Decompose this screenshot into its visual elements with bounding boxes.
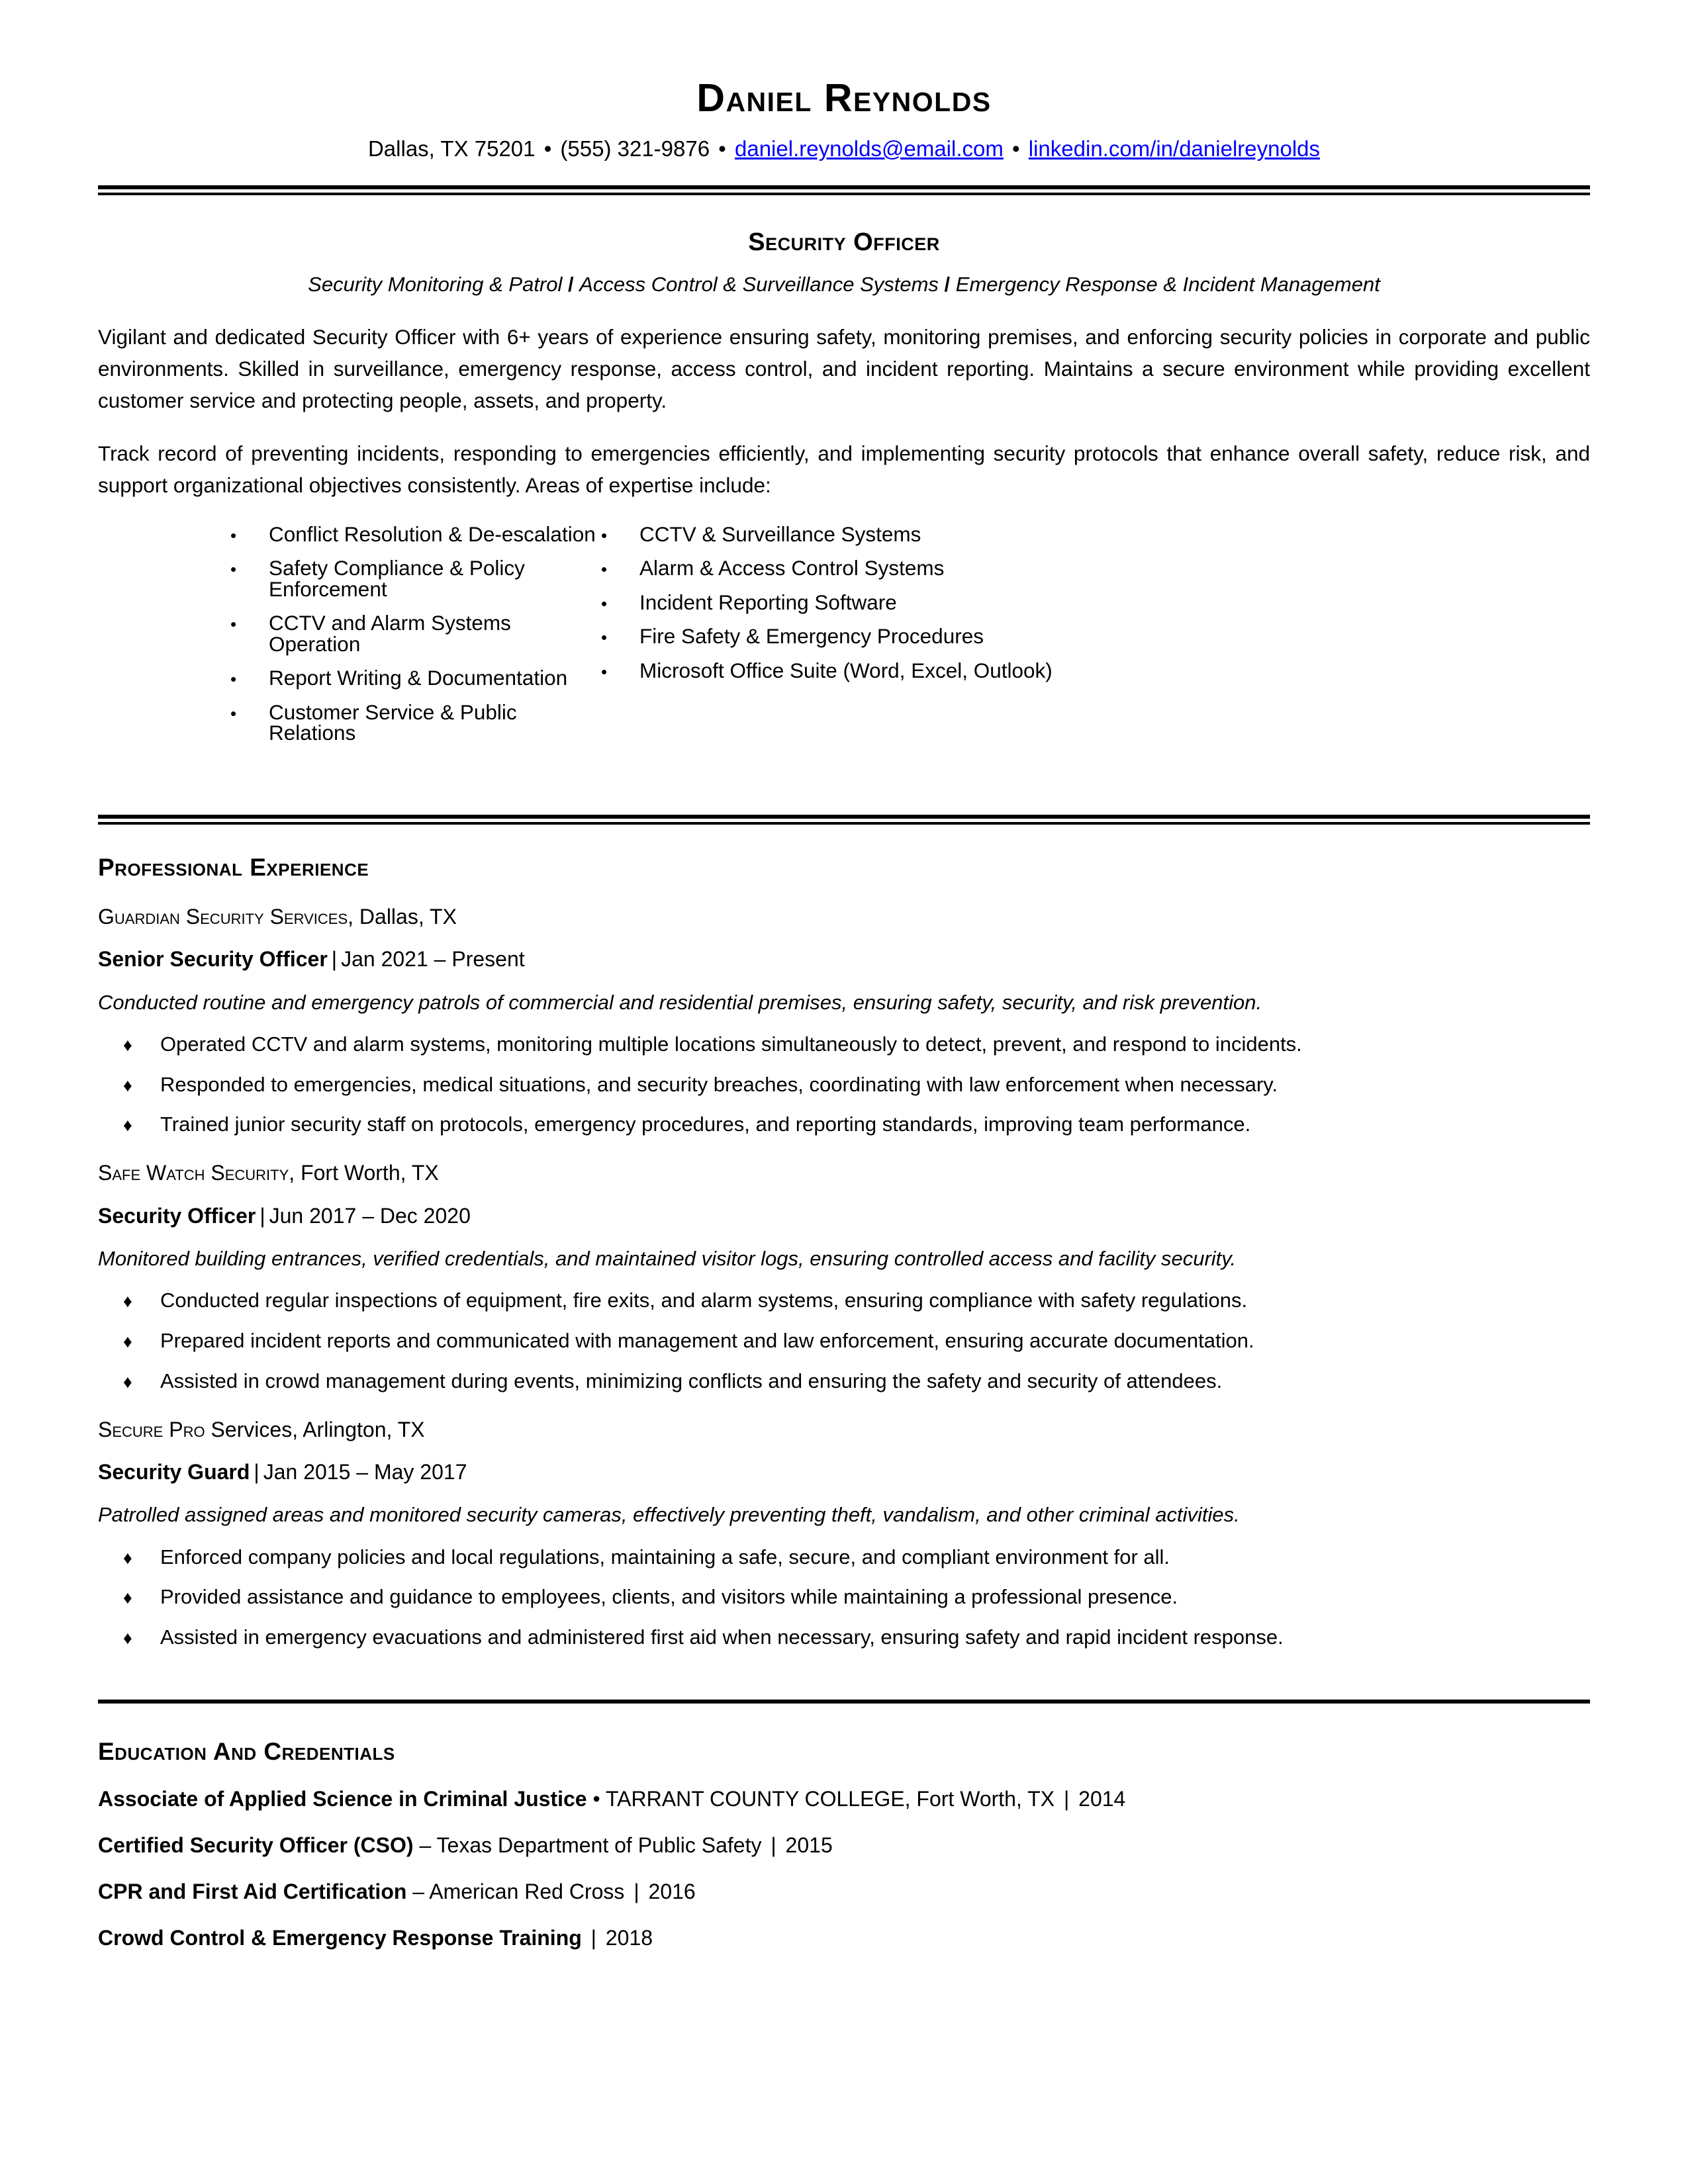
candidate-name: Daniel Reynolds <box>696 76 992 120</box>
experience-section-heading: Professional Experience <box>98 853 369 881</box>
bullet-diamond-icon: ♦ <box>123 1332 132 1352</box>
job-bullet-item <box>98 1584 1590 1610</box>
skill-label: Conflict Resolution & De-escalation <box>269 522 596 546</box>
bullet-dot-icon: • <box>601 661 608 682</box>
education-list <box>98 1786 1590 1951</box>
spacer <box>98 1665 1590 1700</box>
employer-location: Services, Arlington, TX <box>205 1417 425 1441</box>
skill-label: Customer Service & Public Relations <box>269 700 517 745</box>
education-credential: CPR and First Aid Certification <box>98 1879 407 1903</box>
role-date-separator: | <box>254 1459 259 1484</box>
job-bullet-text: Responded to emergencies, medical situations, and security breaches, coordinating with law enforcement when necessary. <box>160 1072 1278 1096</box>
job-bullet-list <box>98 1545 1590 1651</box>
job-bullet-list <box>98 1288 1590 1394</box>
target-job-title: Security Officer <box>748 228 940 257</box>
contact-location: Dallas, TX 75201 <box>367 136 536 161</box>
summary-paragraph-2: Track record of preventing incidents, responding to emergencies efficiently, and implementing security protocols that enhance overall safety, reduce risk, and support organizational objectives consistently. Areas of expertise include: <box>98 441 1590 497</box>
education-credential: Crowd Control & Emergency Response Training <box>98 1925 582 1950</box>
employer-name-smallcaps: Safe Watch Security <box>98 1161 289 1185</box>
education-entry <box>98 1878 1590 1905</box>
experience-divider <box>98 815 1590 825</box>
employer-name <box>98 1417 1590 1442</box>
employer-location: , Dallas, TX <box>348 904 457 929</box>
education-year-separator: | <box>1058 1786 1076 1811</box>
education-year: 2016 <box>648 1879 696 1903</box>
education-entry <box>98 1925 1590 1951</box>
resume-header <box>98 78 1590 162</box>
skill-label: Report Writing & Documentation <box>269 666 568 690</box>
job-bullet-text: Provided assistance and guidance to employees, clients, and visitors while maintaining a professional presence. <box>160 1585 1178 1609</box>
divider-thin-bar <box>98 193 1590 195</box>
bullet-diamond-icon: ♦ <box>123 1115 132 1136</box>
skill-label: Microsoft Office Suite (Word, Excel, Outlook) <box>639 658 1053 682</box>
tagline-part: Access Control & Surveillance Systems <box>579 273 939 296</box>
job-role-title: Security Guard <box>98 1459 250 1484</box>
contact-email-link[interactable]: daniel.reynolds@email.com <box>735 136 1004 161</box>
bullet-dot-icon: • <box>230 525 237 545</box>
contact-separator-2: • <box>718 136 726 161</box>
education-institution: – Texas Department of Public Safety <box>413 1833 762 1857</box>
bullet-dot-icon: • <box>230 703 237 723</box>
employer-name <box>98 1160 1590 1185</box>
bullet-diamond-icon: ♦ <box>123 1588 132 1608</box>
bullet-diamond-icon: ♦ <box>123 1628 132 1649</box>
job-bullet-list <box>98 1032 1590 1138</box>
contact-linkedin-link[interactable]: linkedin.com/in/danielreynolds <box>1028 136 1321 161</box>
experience-entry <box>98 904 1590 1138</box>
job-role-line <box>98 1203 1590 1228</box>
divider-thin-bar <box>98 822 1590 825</box>
role-date-separator: | <box>259 1203 265 1228</box>
contact-line <box>98 135 1590 162</box>
bullet-diamond-icon: ♦ <box>123 1547 132 1568</box>
education-entry <box>98 1832 1590 1858</box>
skill-item <box>230 613 601 655</box>
tagline-separator: / <box>938 273 956 296</box>
education-year-separator: | <box>765 1833 782 1857</box>
job-bullet-text: Conducted regular inspections of equipment, fire exits, and alarm systems, ensuring compliance with safety regulations. <box>160 1289 1248 1312</box>
bullet-diamond-icon: ♦ <box>123 1034 132 1055</box>
job-dates: Jan 2015 – May 2017 <box>263 1459 467 1484</box>
bullet-dot-icon: • <box>230 669 237 690</box>
education-year: 2014 <box>1078 1786 1126 1811</box>
skill-label: CCTV and Alarm Systems Operation <box>269 611 511 656</box>
tagline-part: Emergency Response & Incident Management <box>955 273 1380 296</box>
role-date-separator: | <box>331 947 338 972</box>
job-description: Monitored building entrances, verified credentials, and maintained visitor logs, ensuring controlled access and facility security. <box>98 1246 1237 1270</box>
job-description: Conducted routine and emergency patrols of commercial and residential premises, ensuring safety, security, and risk prevention. <box>98 990 1262 1014</box>
education-year-separator: | <box>585 1925 602 1950</box>
bullet-dot-icon: • <box>230 559 237 580</box>
skill-item <box>230 668 601 689</box>
job-dates: Jun 2017 – Dec 2020 <box>269 1203 471 1228</box>
bullet-diamond-icon: ♦ <box>123 1075 132 1095</box>
job-bullet-item <box>98 1288 1590 1314</box>
skill-item <box>601 558 1104 579</box>
job-bullet-text: Operated CCTV and alarm systems, monitoring multiple locations simultaneously to detect, prevent, and respond to incidents. <box>160 1032 1302 1056</box>
contact-separator-3: • <box>1012 136 1020 161</box>
education-credential: Associate of Applied Science in Criminal Justice <box>98 1786 587 1811</box>
skill-label: Alarm & Access Control Systems <box>639 556 945 580</box>
job-role-title: Senior Security Officer <box>98 947 328 972</box>
skill-item <box>230 558 601 600</box>
job-bullet-item <box>98 1625 1590 1651</box>
tagline-part: Security Monitoring & Patrol <box>308 273 563 296</box>
bullet-dot-icon: • <box>230 614 237 635</box>
education-institution: • TARRANT COUNTY COLLEGE, Fort Worth, TX <box>586 1786 1055 1811</box>
skill-item <box>601 660 1104 682</box>
education-year-separator: | <box>628 1879 645 1903</box>
skill-label: CCTV & Surveillance Systems <box>639 522 921 546</box>
job-role-title: Security Officer <box>98 1203 256 1228</box>
education-divider <box>98 1700 1590 1704</box>
job-description: Patrolled assigned areas and monitored security cameras, effectively preventing theft, vandalism, and other criminal activities. <box>98 1503 1240 1527</box>
job-bullet-text: Enforced company policies and local regulations, maintaining a safe, secure, and compliant environment for all. <box>160 1545 1170 1569</box>
summary-paragraph-1: Vigilant and dedicated Security Officer with 6+ years of experience ensuring safety, monitoring premises, and enforcing security policies in corporate and public environments. Skilled in surveillance, emergency response, access control, and incident reporting. Maintains a secure environment while providing excellent customer service and protecting people, assets, and property. <box>98 325 1590 413</box>
skill-item <box>601 524 1104 545</box>
education-section <box>98 1738 1590 1951</box>
education-year: 2018 <box>605 1925 653 1950</box>
skills-column-right <box>601 524 1104 757</box>
education-section-heading: Education And Credentials <box>98 1737 395 1765</box>
job-role-line <box>98 946 1590 972</box>
job-bullet-item <box>98 1072 1590 1098</box>
skill-item <box>230 702 601 744</box>
experience-list <box>98 904 1590 1651</box>
job-dates: Jan 2021 – Present <box>341 947 525 972</box>
job-bullet-text: Trained junior security staff on protocols, emergency procedures, and reporting standards, improving team performance. <box>160 1113 1251 1136</box>
bullet-diamond-icon: ♦ <box>123 1371 132 1392</box>
areas-of-expertise <box>98 524 1590 757</box>
job-role-line <box>98 1459 1590 1484</box>
bullet-dot-icon: • <box>601 627 608 648</box>
contact-separator-1: • <box>543 136 552 161</box>
contact-phone: (555) 321-9876 <box>560 136 710 161</box>
tagline-separator: / <box>562 273 580 296</box>
bullet-dot-icon: • <box>601 593 608 614</box>
education-credential: Certified Security Officer (CSO) <box>98 1833 414 1857</box>
job-bullet-item <box>98 1032 1590 1058</box>
job-bullet-text: Prepared incident reports and communicated with management and law enforcement, ensuring accurate documentation. <box>160 1329 1254 1353</box>
experience-entry <box>98 1417 1590 1651</box>
job-bullet-text: Assisted in emergency evacuations and administered first aid when necessary, ensuring safety and rapid incident response. <box>160 1625 1284 1649</box>
employer-name <box>98 904 1590 929</box>
skill-label: Incident Reporting Software <box>639 590 897 614</box>
spacer <box>98 757 1590 792</box>
specialty-tagline <box>98 271 1590 298</box>
header-divider <box>98 185 1590 195</box>
skill-label: Safety Compliance & Policy Enforcement <box>269 556 525 601</box>
skill-item <box>601 626 1104 647</box>
skill-item <box>601 592 1104 614</box>
job-bullet-text: Assisted in crowd management during events, minimizing conflicts and ensuring the safety and security of attendees. <box>160 1369 1223 1392</box>
bullet-diamond-icon: ♦ <box>123 1291 132 1312</box>
employer-location: , Fort Worth, TX <box>289 1161 439 1185</box>
education-institution: – American Red Cross <box>406 1879 625 1903</box>
education-entry <box>98 1786 1590 1812</box>
education-year: 2015 <box>785 1833 833 1857</box>
job-bullet-item <box>98 1112 1590 1138</box>
employer-name-smallcaps: Secure Pro <box>98 1417 205 1441</box>
experience-entry <box>98 1160 1590 1394</box>
bullet-dot-icon: • <box>601 525 608 545</box>
employer-name-smallcaps: Guardian Security Services <box>98 904 348 929</box>
skill-item <box>230 524 601 545</box>
job-bullet-item <box>98 1369 1590 1394</box>
skill-label: Fire Safety & Emergency Procedures <box>639 624 984 649</box>
job-bullet-item <box>98 1545 1590 1570</box>
skills-column-left <box>230 524 601 757</box>
bullet-dot-icon: • <box>601 559 608 580</box>
job-bullet-item <box>98 1328 1590 1354</box>
